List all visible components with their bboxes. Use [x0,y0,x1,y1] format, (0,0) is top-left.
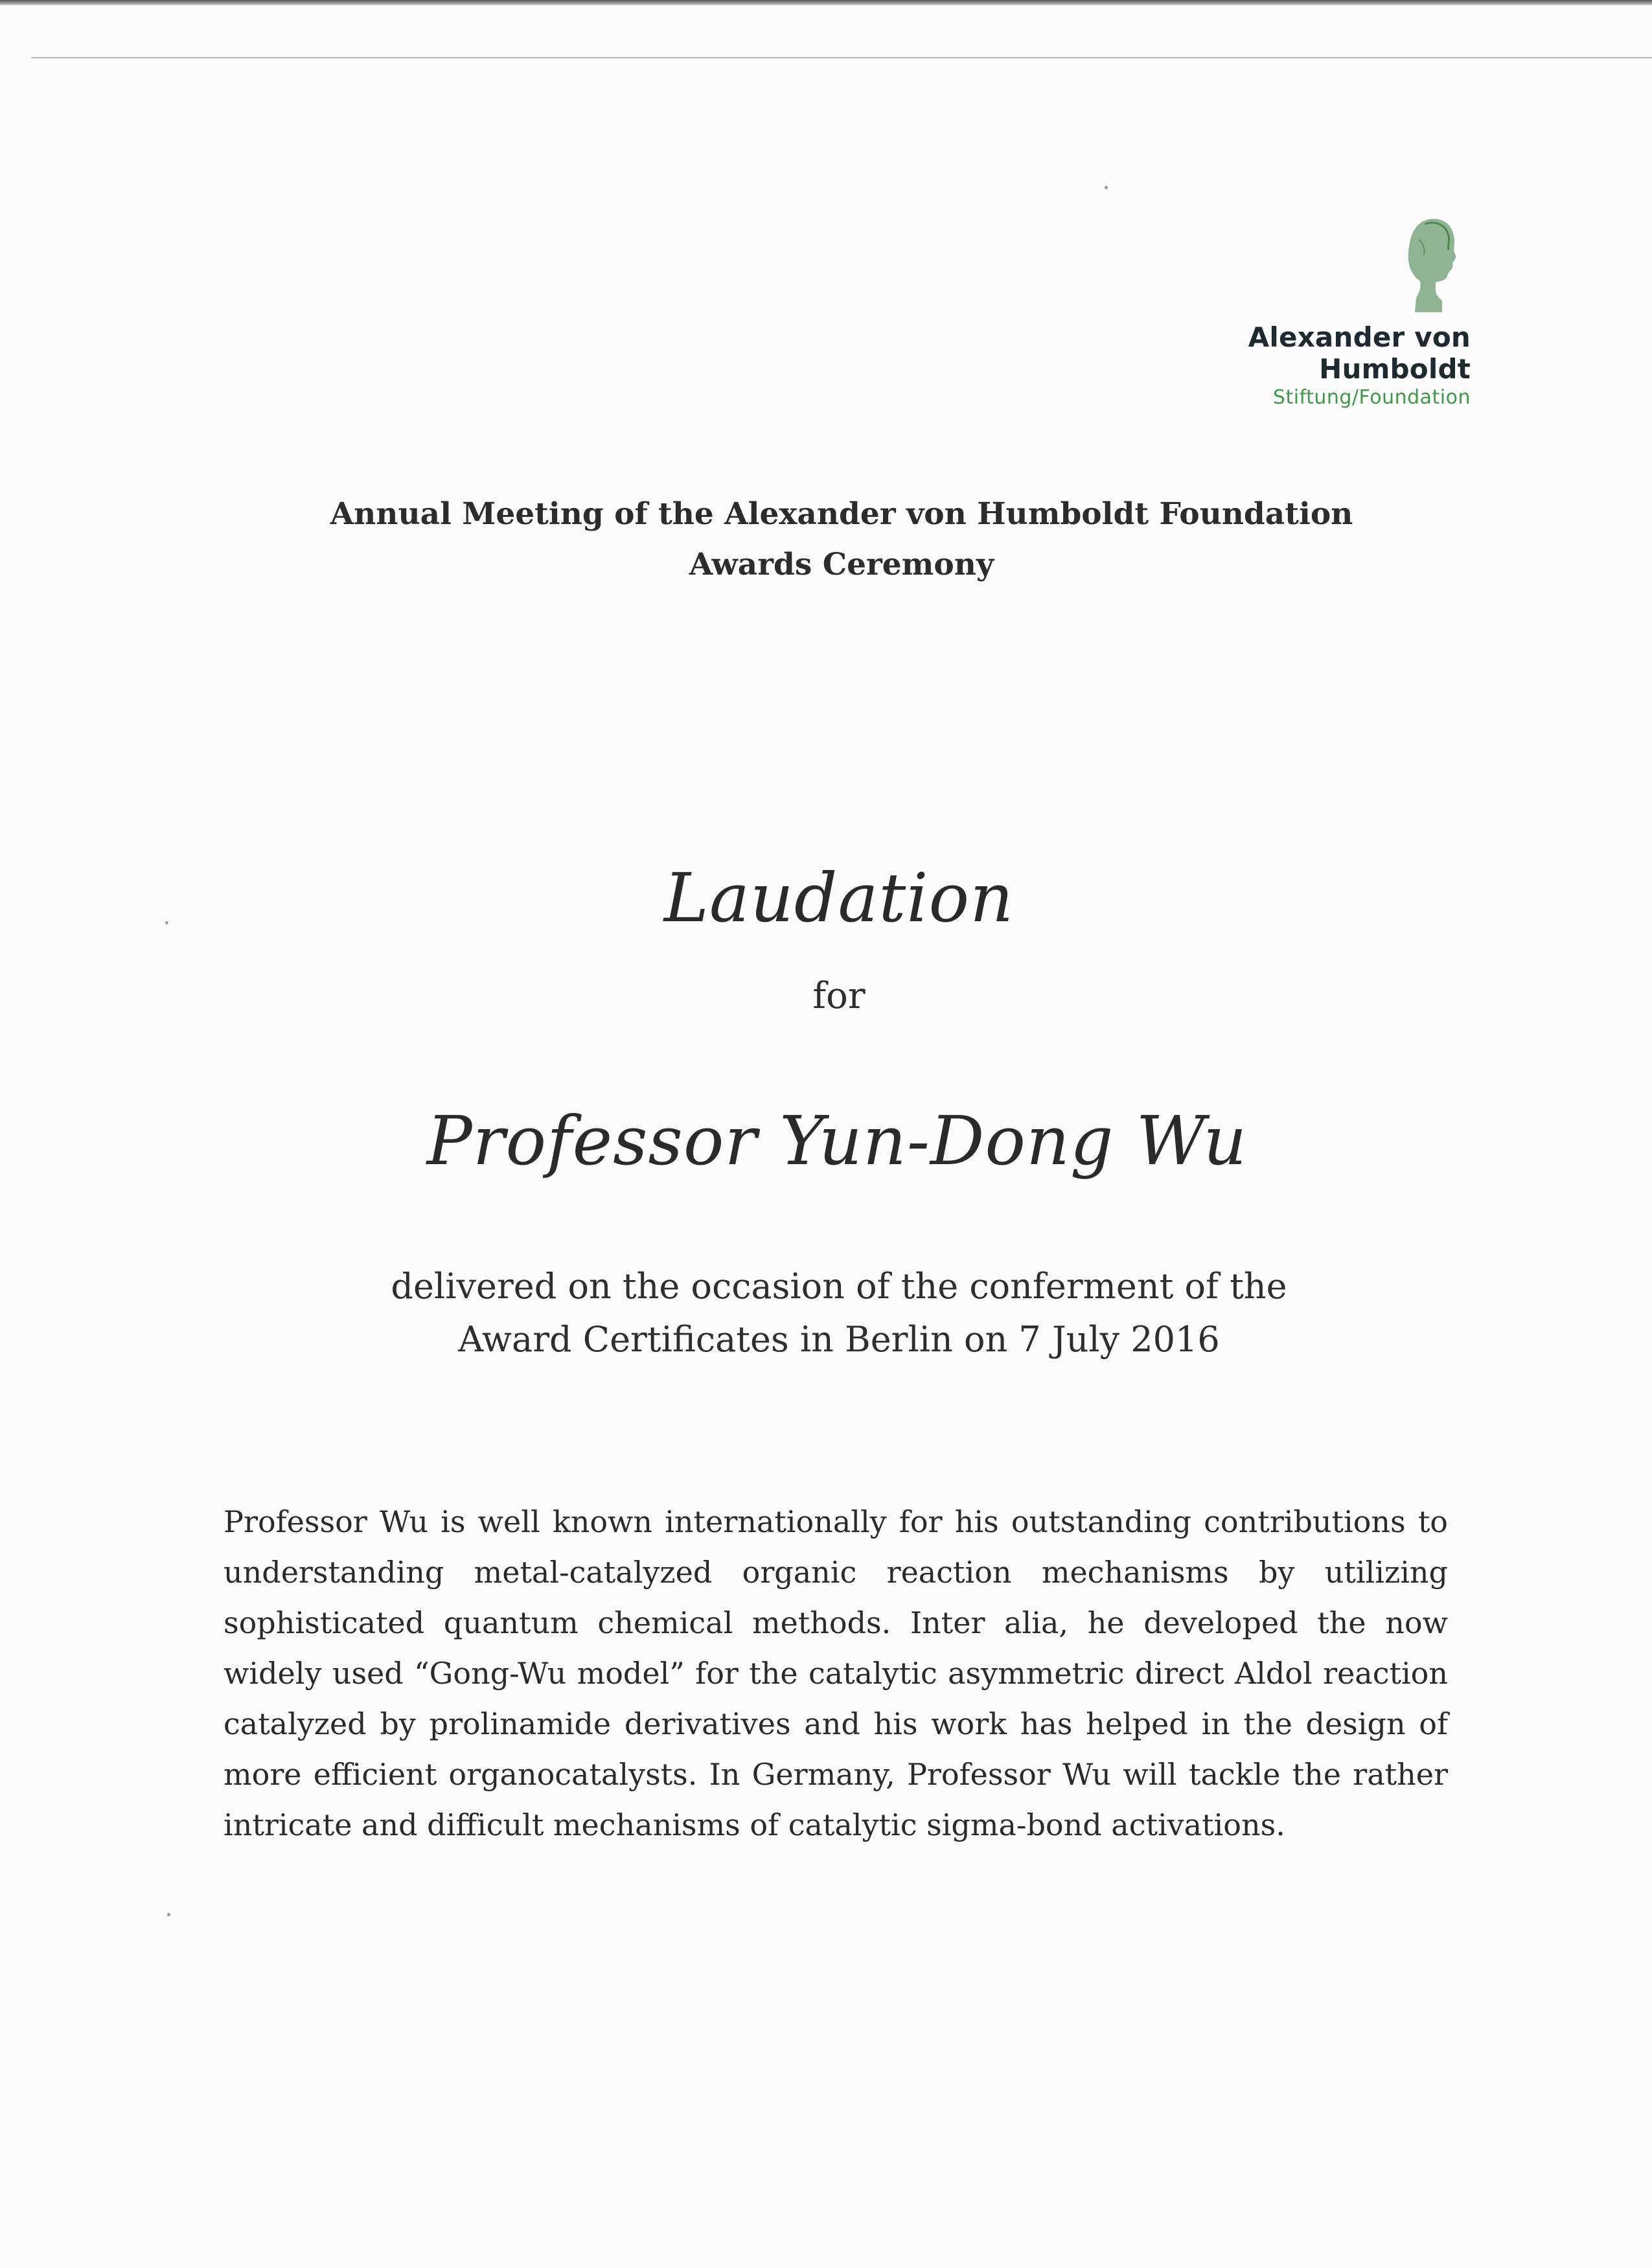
for-text: for [812,975,866,1017]
laudation-body: Professor Wu is well known internationally for his outstanding contributions to understanding metal-catalyzed organic reaction mechanisms by utilizing sophisticated quantum chemical methods. Inter alia, he developed the now widely used “Gong-Wu model” for the catalytic asymmetric direct Aldol reaction catalyzed by prolinamide derivatives and his work has helped in the design of more efficient organocatalysts. In Germany, Professor Wu will tackle the rather intricate and difficult mechanisms of catalytic sigma-bond activations. [224,1504,1448,1842]
logo-name: Alexander von Humboldt [1248,321,1471,385]
humboldt-logo [1134,214,1471,409]
honoree-name: Professor Yun-Dong Wu [426,1101,1248,1180]
occasion-text [0,1260,1652,1366]
event-heading-line-2: Awards Ceremony [689,547,994,582]
scan-edge-shadow [0,0,1652,5]
occasion-line-1: delivered on the occasion of the conferment of the [391,1266,1287,1307]
occasion-line-2: Award Certificates in Berlin on 7 July 2016 [458,1319,1220,1360]
scan-speck [167,1913,170,1916]
sheet-edge-line [31,57,1652,58]
scan-speck [1105,186,1108,189]
document-title: Laudation [663,858,1015,937]
humboldt-portrait-icon [1393,214,1464,317]
event-heading [0,489,1652,590]
scan-speck [165,921,168,924]
logo-subtitle: Stiftung/Foundation [1272,386,1471,409]
event-heading-line-1: Annual Meeting of the Alexander von Humboldt Foundation [330,496,1353,532]
